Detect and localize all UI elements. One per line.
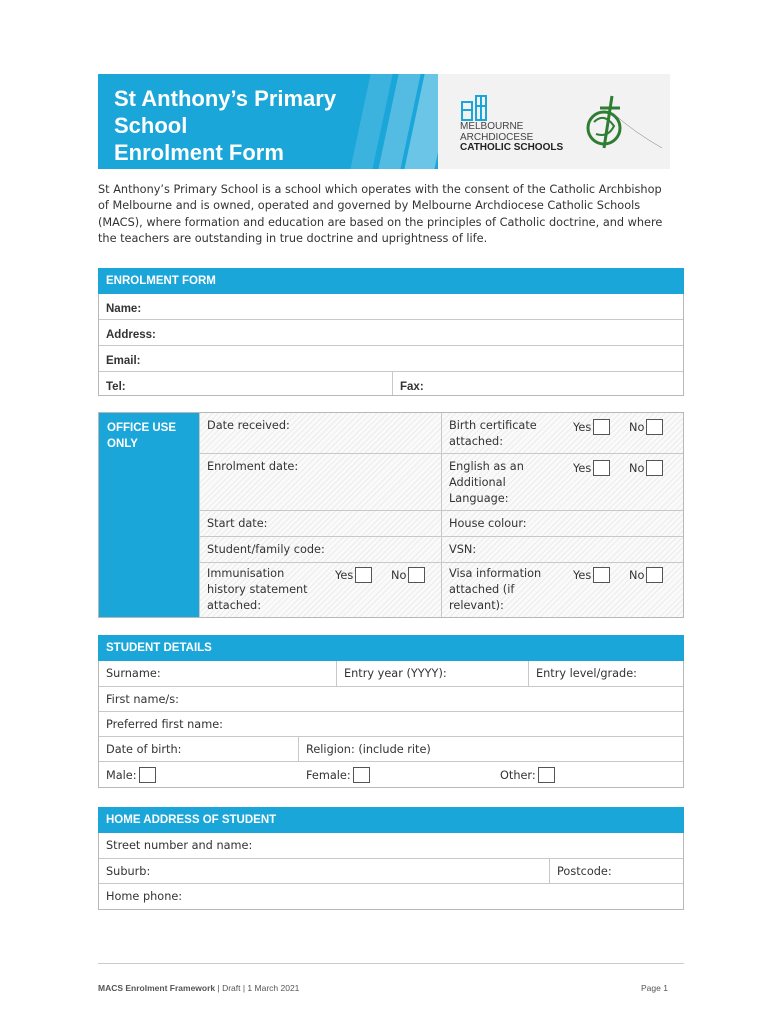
- immunisation-yes[interactable]: Yes: [335, 567, 372, 584]
- street-label: Street number and name:: [106, 839, 253, 852]
- footer-doc-info: MACS Enrolment Framework | Draft | 1 March 2021: [98, 983, 300, 993]
- eal-label: English as an Additional Language:: [449, 460, 524, 506]
- suburb-row: [99, 858, 683, 883]
- preferred-name-label: Preferred first name:: [106, 718, 223, 731]
- dob-religion-row: [99, 736, 683, 761]
- male-option[interactable]: Male:: [99, 762, 156, 787]
- female-checkbox[interactable]: [353, 767, 370, 783]
- birth-cert-yes[interactable]: Yes: [573, 419, 610, 436]
- home-phone-label: Home phone:: [106, 890, 183, 903]
- religion-field[interactable]: Religion: (include rite): [298, 737, 683, 761]
- tel-fax-row: [99, 371, 683, 395]
- family-code-label: Student/family code:: [207, 543, 325, 556]
- title-block: [98, 74, 438, 169]
- eal-no[interactable]: No: [629, 460, 663, 477]
- birth-cert-label: Birth certificate attached:: [449, 419, 537, 449]
- home-address-table: [98, 833, 684, 910]
- office-use-table: [98, 412, 684, 618]
- title-line: School: [114, 113, 188, 138]
- immunisation-no-checkbox[interactable]: [408, 567, 425, 583]
- immunisation-label: Immunisation history statement attached:: [207, 567, 308, 613]
- tel-field[interactable]: [99, 372, 392, 395]
- start-date-label: Start date:: [207, 517, 268, 530]
- office-use-label: OFFICE USE ONLY: [99, 413, 199, 617]
- enrolment-section-heading: ENROLMENT FORM: [98, 268, 684, 294]
- gender-row: [99, 761, 683, 787]
- enrolment-table: [98, 294, 684, 396]
- suburb-field[interactable]: Suburb:: [106, 865, 151, 878]
- student-table: [98, 661, 684, 788]
- eal-yes-checkbox[interactable]: [593, 460, 610, 476]
- first-names-label: First name/s:: [106, 693, 179, 706]
- page-title: [114, 85, 336, 166]
- intro-paragraph: St Anthony’s Primary School is a school which operates with the consent of the Catholic Archbishop of Melbourne and is owned, operated and governed by Melbourne Archdiocese Catholic Schools (MACS), where formation and education are based on the principles of Catholic doctrine, and where the teachers are outstanding in true doctrine and uprightness of life.: [98, 183, 663, 246]
- surname-row: [99, 661, 683, 686]
- visa-no[interactable]: No: [629, 567, 663, 584]
- home-address-section-heading: HOME ADDRESS OF STUDENT: [98, 807, 684, 833]
- header-banner: [98, 74, 670, 169]
- male-checkbox[interactable]: [139, 767, 156, 783]
- other-checkbox[interactable]: [538, 767, 555, 783]
- street-row[interactable]: [99, 833, 683, 858]
- email-label: Email:: [106, 355, 141, 367]
- st-anthony-crest: [584, 92, 666, 156]
- page-number: Page 1: [641, 983, 668, 993]
- visa-yes[interactable]: Yes: [573, 567, 610, 584]
- enrolment-date-label: Enrolment date:: [207, 460, 299, 473]
- macs-wordmark: MELBOURNE ARCHDIOCESE CATHOLIC SCHOOLS: [460, 121, 564, 153]
- eal-no-checkbox[interactable]: [646, 460, 663, 476]
- birth-cert-no[interactable]: No: [629, 419, 663, 436]
- eal-yes[interactable]: Yes: [573, 460, 610, 477]
- postcode-field[interactable]: Postcode:: [549, 859, 683, 883]
- address-label: Address:: [106, 329, 156, 341]
- entry-level-field[interactable]: Entry level/grade:: [528, 661, 683, 686]
- title-line: St Anthony’s Primary: [114, 86, 337, 111]
- home-phone-row[interactable]: [99, 883, 683, 909]
- immunisation-yes-checkbox[interactable]: [355, 567, 372, 583]
- vsn-label: VSN:: [449, 543, 477, 556]
- footer-divider: [98, 963, 684, 964]
- female-option[interactable]: Female:: [299, 762, 370, 787]
- immunisation-no[interactable]: No: [391, 567, 425, 584]
- student-section-heading: STUDENT DETAILS: [98, 635, 684, 661]
- title-line: Enrolment Form: [114, 140, 284, 165]
- email-row[interactable]: [99, 345, 683, 371]
- birth-cert-no-checkbox[interactable]: [646, 419, 663, 435]
- visa-yes-checkbox[interactable]: [593, 567, 610, 583]
- surname-field[interactable]: Surname:: [106, 667, 161, 680]
- fax-label: Fax:: [400, 381, 424, 393]
- crest-icon: [584, 92, 666, 156]
- macs-emblem-icon: [460, 94, 490, 122]
- date-received-label: Date received:: [207, 419, 290, 432]
- address-row[interactable]: [99, 319, 683, 345]
- birth-cert-yes-checkbox[interactable]: [593, 419, 610, 435]
- visa-no-checkbox[interactable]: [646, 567, 663, 583]
- tel-label: Tel:: [106, 381, 126, 393]
- other-option[interactable]: Other:: [493, 762, 555, 787]
- entry-year-field[interactable]: Entry year (YYYY):: [336, 661, 528, 686]
- visa-label: Visa information attached (if relevant):: [449, 567, 542, 613]
- house-colour-label: House colour:: [449, 517, 527, 530]
- name-row[interactable]: [99, 294, 683, 319]
- fax-field[interactable]: [392, 372, 683, 395]
- preferred-name-row[interactable]: [99, 711, 683, 736]
- name-label: Name:: [106, 303, 142, 315]
- macs-logo: [460, 94, 570, 154]
- first-names-row[interactable]: [99, 686, 683, 711]
- dob-field[interactable]: Date of birth:: [106, 743, 182, 756]
